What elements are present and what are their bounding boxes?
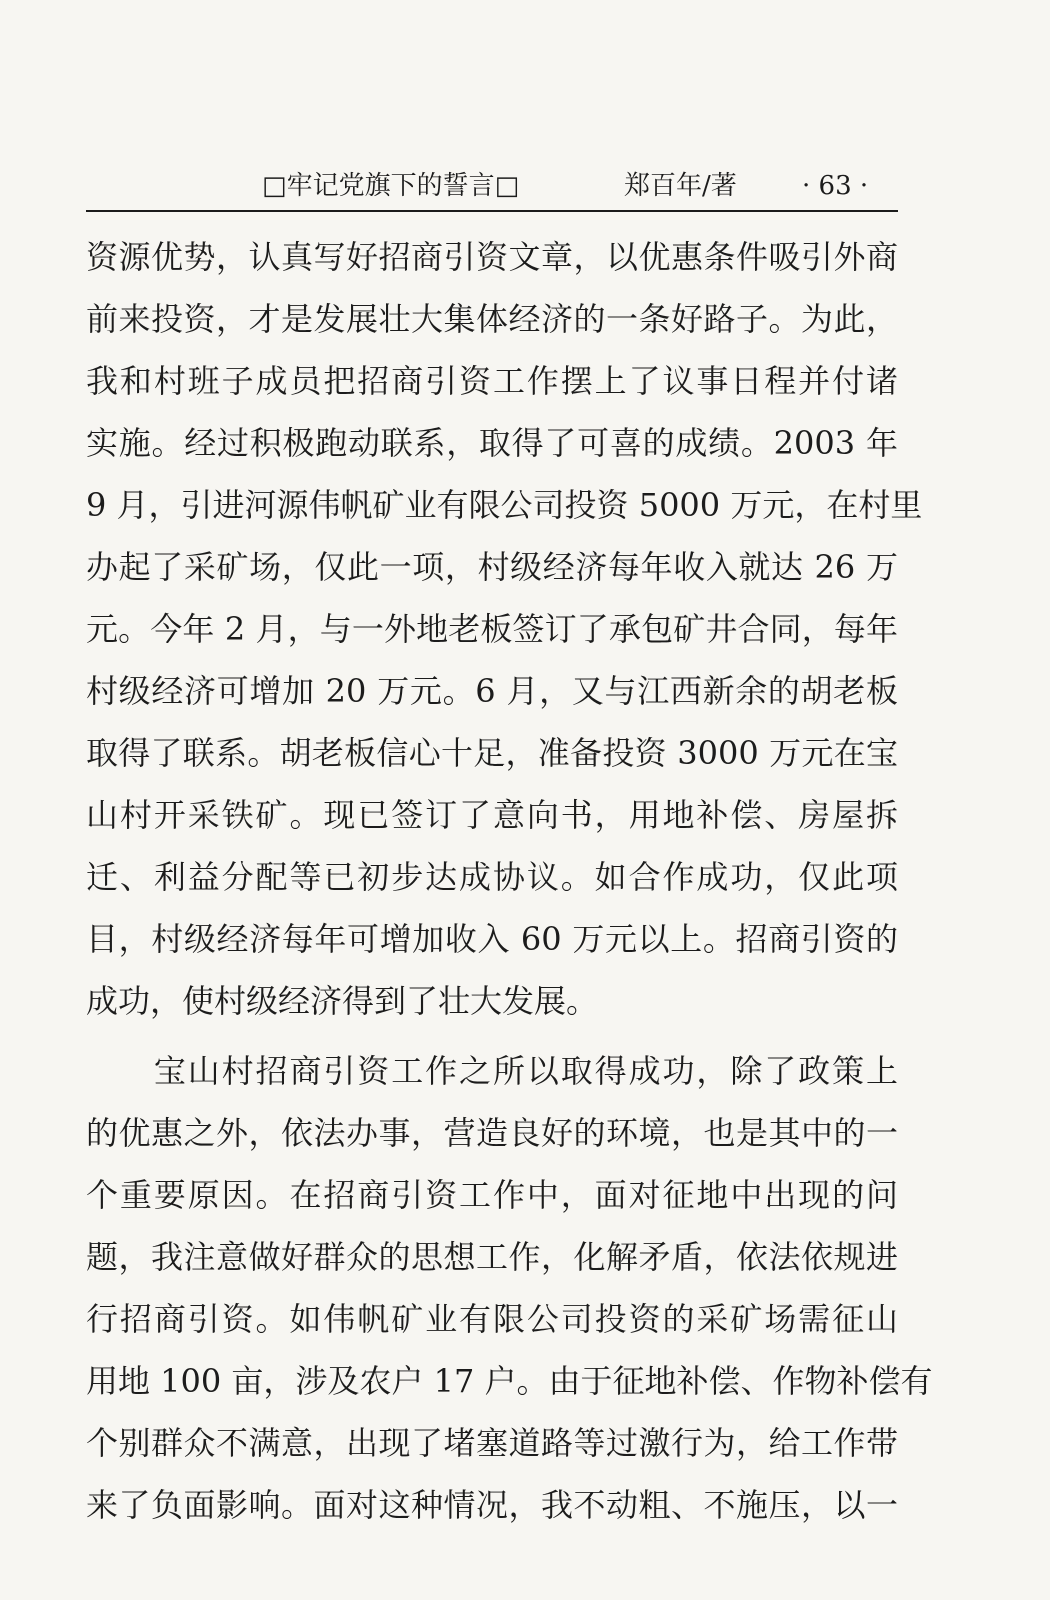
- text-line: 个别群众不满意，出现了堵塞道路等过激行为，给工作带: [86, 1424, 898, 1462]
- text-line: 题，我注意做好群众的思想工作，化解矛盾，依法依规进: [86, 1238, 898, 1276]
- text-line: 取得了联系。胡老板信心十足，准备投资 3000 万元在宝: [86, 734, 898, 772]
- text-line: 元。今年 2 月，与一外地老板签订了承包矿井合同，每年: [86, 610, 898, 648]
- text-line: 9 月，引进河源伟帆矿业有限公司投资 5000 万元，在村里: [86, 486, 923, 524]
- text-line: 来了负面影响。面对这种情况，我不动粗、不施压，以一: [86, 1486, 898, 1524]
- paragraph-2: [86, 1040, 933, 1536]
- text-line: 我和村班子成员把招商引资工作摆上了议事日程并付诸: [86, 362, 898, 400]
- page-header: [86, 166, 898, 206]
- text-line: 宝山村招商引资工作之所以取得成功，除了政策上: [86, 1052, 898, 1090]
- text-line: 的优惠之外，依法办事，营造良好的环境，也是其中的一: [86, 1114, 898, 1152]
- text-line: 前来投资，才是发展壮大集体经济的一条好路子。为此，: [86, 300, 898, 338]
- text-line: 用地 100 亩，涉及农户 17 户。由于征地补偿、作物补偿有: [86, 1362, 933, 1400]
- text-line: 行招商引资。如伟帆矿业有限公司投资的采矿场需征山: [86, 1300, 898, 1338]
- text-line: 村级经济可增加 20 万元。6 月，又与江西新余的胡老板: [86, 672, 898, 710]
- running-title: □牢记党旗下的誓言□: [262, 171, 520, 201]
- header-rule: [86, 210, 898, 212]
- text-line: 迁、利益分配等已初步达成协议。如合作成功，仅此项: [86, 858, 898, 896]
- text-line: 个重要原因。在招商引资工作中，面对征地中出现的问: [86, 1176, 898, 1214]
- text-line: 资源优势，认真写好招商引资文章，以优惠条件吸引外商: [86, 238, 898, 276]
- paragraph-1: [86, 226, 923, 1032]
- text-line: 目，村级经济每年可增加收入 60 万元以上。招商引资的: [86, 920, 898, 958]
- text-line: 山村开采铁矿。现已签订了意向书，用地补偿、房屋拆: [86, 796, 898, 834]
- text-line: 成功，使村级经济得到了壮大发展。: [86, 982, 599, 1020]
- page-number: · 63 ·: [802, 171, 869, 201]
- author-credit: 郑百年/著: [624, 171, 737, 201]
- paragraph-gap: [86, 1032, 898, 1040]
- text-line: 实施。经过积极跑动联系，取得了可喜的成绩。2003 年: [86, 424, 898, 462]
- text-line: 办起了采矿场，仅此一项，村级经济每年收入就达 26 万: [86, 548, 898, 586]
- body-text: [86, 226, 933, 1536]
